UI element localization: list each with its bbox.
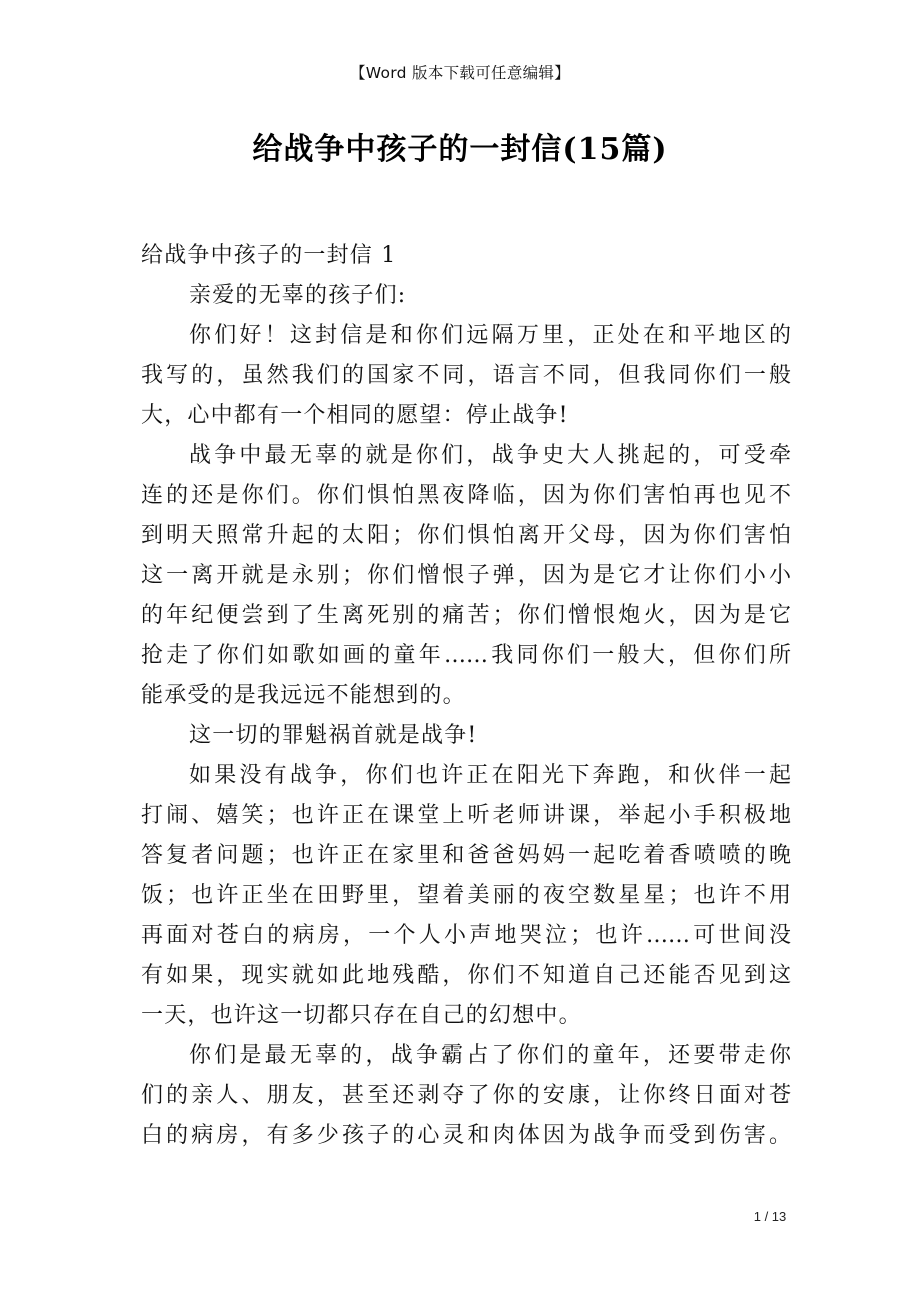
document-title: 给战争中孩子的一封信(15篇) — [252, 132, 668, 167]
text-line: 能承受的是我远远不能想到的。 — [141, 683, 466, 708]
page-number: 1 / 13 — [753, 1209, 787, 1224]
text-line: 你们是最无辜的，战争霸占了你们的童年，还要带走你 — [189, 1043, 791, 1068]
download-note-header: 【Word 版本下载可任意编辑】 — [349, 64, 571, 82]
text-line: 打闹、嬉笑；也许正在课堂上听老师讲课，举起小手积极地 — [141, 803, 791, 828]
document-body — [141, 236, 791, 1156]
text-line: 有如果，现实就如此地残酷，你们不知道自己还能否见到这 — [141, 963, 791, 988]
text-line: 连的还是你们。你们惧怕黑夜降临，因为你们害怕再也见不 — [141, 483, 791, 508]
text-line: 这一离开就是永别；你们憎恨子弹，因为是它才让你们小小 — [141, 563, 791, 588]
text-line: 一天，也许这一切都只存在自己的幻想中。 — [141, 1003, 582, 1028]
text-line: 你们好！这封信是和你们远隔万里，正处在和平地区的 — [189, 323, 791, 348]
text-line: 抢走了你们如歌如画的童年……我同你们一般大，但你们所 — [141, 643, 791, 668]
text-line: 白的病房，有多少孩子的心灵和肉体因为战争而受到伤害。 — [141, 1123, 791, 1148]
text-line: 答复者问题；也许正在家里和爸爸妈妈一起吃着香喷喷的晚 — [141, 843, 791, 868]
text-line: 战争中最无辜的就是你们，战争史大人挑起的，可受牵 — [189, 443, 791, 468]
text-line: 亲爱的无辜的孩子们: — [189, 283, 407, 308]
text-line: 们的亲人、朋友，甚至还剥夺了你的安康，让你终日面对苍 — [141, 1083, 791, 1108]
text-line: 我写的，虽然我们的国家不同，语言不同，但我同你们一般 — [141, 363, 791, 388]
text-line: 到明天照常升起的太阳；你们惧怕离开父母，因为你们害怕 — [141, 523, 791, 548]
text-line: 饭；也许正坐在田野里，望着美丽的夜空数星星；也许不用 — [141, 883, 791, 908]
text-line: 这一切的罪魁祸首就是战争! — [189, 723, 478, 748]
text-line: 的年纪便尝到了生离死别的痛苦；你们憎恨炮火，因为是它 — [141, 603, 791, 628]
text-line: 再面对苍白的病房，一个人小声地哭泣；也许……可世间没 — [141, 923, 791, 948]
text-line: 大，心中都有一个相同的愿望：停止战争! — [141, 403, 569, 428]
letter-paragraphs — [141, 276, 791, 1156]
text-line: 如果没有战争，你们也许正在阳光下奔跑，和伙伴一起 — [189, 763, 791, 788]
section-heading: 给战争中孩子的一封信 1 — [141, 243, 397, 268]
